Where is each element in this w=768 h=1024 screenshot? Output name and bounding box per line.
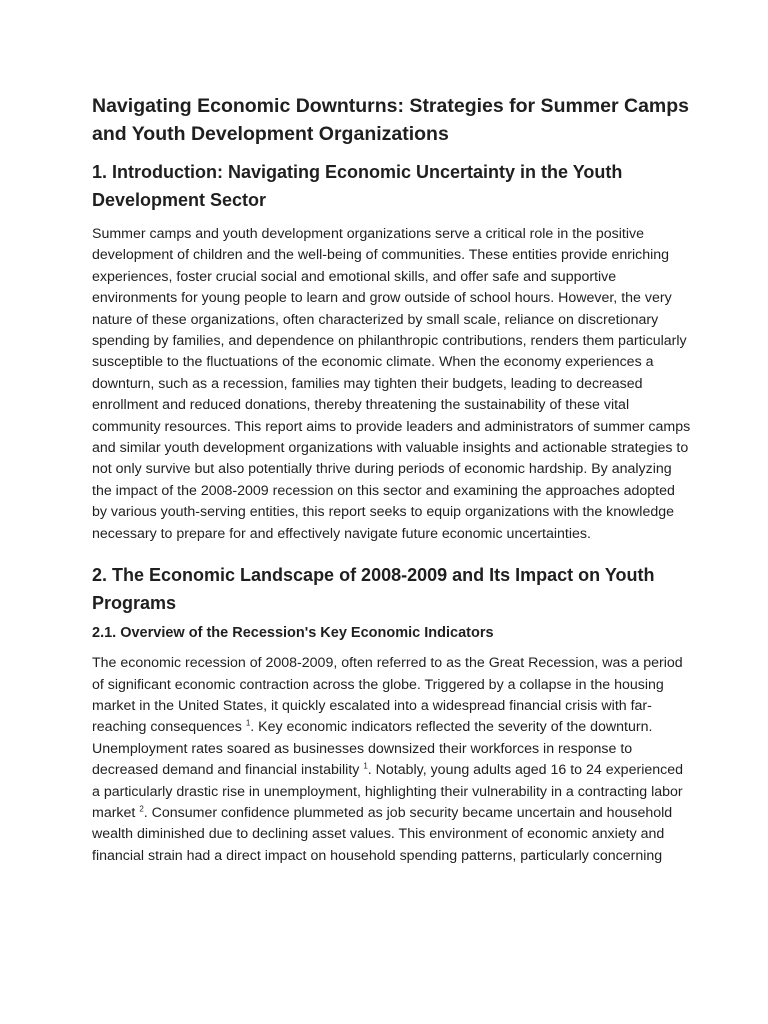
paragraph-text: . Notably, young adults aged 16 to 24 experienced a particularly drastic rise in unemployment, highlighting their vulnerability in a contracting labor market <box>92 762 684 821</box>
paragraph-text: The economic recession of 2008-2009, often referred to as the Great Recession, was a period of significant economic contraction across the globe. Triggered by a collapse in the housing market in the United States, it quickly escalated into a widespread financial crisis with far-reaching consequences <box>92 655 683 736</box>
footnote-ref: 1 <box>245 718 251 728</box>
paragraph-text: . Key economic indicators reflected the severity of the downturn. Unemployment rates soared as businesses downsized their workforces in response to decreased demand and financial instability <box>92 719 653 779</box>
section-1-paragraph: Summer camps and youth development organizations serve a critical role in the positive development of children and the well-being of communities. These entities provide enriching experiences, foster crucial social and emotional skills, and offer safe and supportive environments for young people to learn and grow outside of school hours. However, the very nature of these organizations, often characterized by small scale, reliance on discretionary spending by families, and dependence on philanthropic contributions, renders them particularly susceptible to the fluctuations of the economic climate. When the economy experiences a downturn, such as a recession, families may tighten their budgets, leading to decreased enrollment and reduced donations, thereby threatening the sustainability of these vital community resources. This report aims to provide leaders and administrators of summer camps and similar youth development organizations with valuable insights and actionable strategies to not only survive but also potentially thrive during periods of economic hardship. By analyzing the impact of the 2008-2009 recession on this sector and examining the approaches adopted by various youth-serving entities, this report seeks to equip organizations with the knowledge necessary to prepare for and effectively navigate future economic uncertainties. <box>92 226 691 542</box>
section-2-heading: 2. The Economic Landscape of 2008-2009 and Its Impact on Youth Programs <box>92 565 655 614</box>
footnote-ref: 2 <box>139 804 144 814</box>
document-title: Navigating Economic Downturns: Strategies for Summer Camps and Youth Development Organizations <box>92 95 690 145</box>
subsection-2-1-heading: 2.1. Overview of the Recession's Key Economic Indicators <box>92 625 494 642</box>
subsection-2-1-paragraph <box>92 653 692 867</box>
section-1-heading: 1. Introduction: Navigating Economic Uncertainty in the Youth Development Sector <box>92 162 623 210</box>
document-page <box>92 92 692 867</box>
paragraph-text: . Consumer confidence plummeted as job security became uncertain and household wealth diminished due to declining asset values. This environment of economic anxiety and financial strain had a direct impact on household spending patterns, particularly concerning <box>92 804 673 864</box>
footnote-ref: 1 <box>363 761 368 771</box>
